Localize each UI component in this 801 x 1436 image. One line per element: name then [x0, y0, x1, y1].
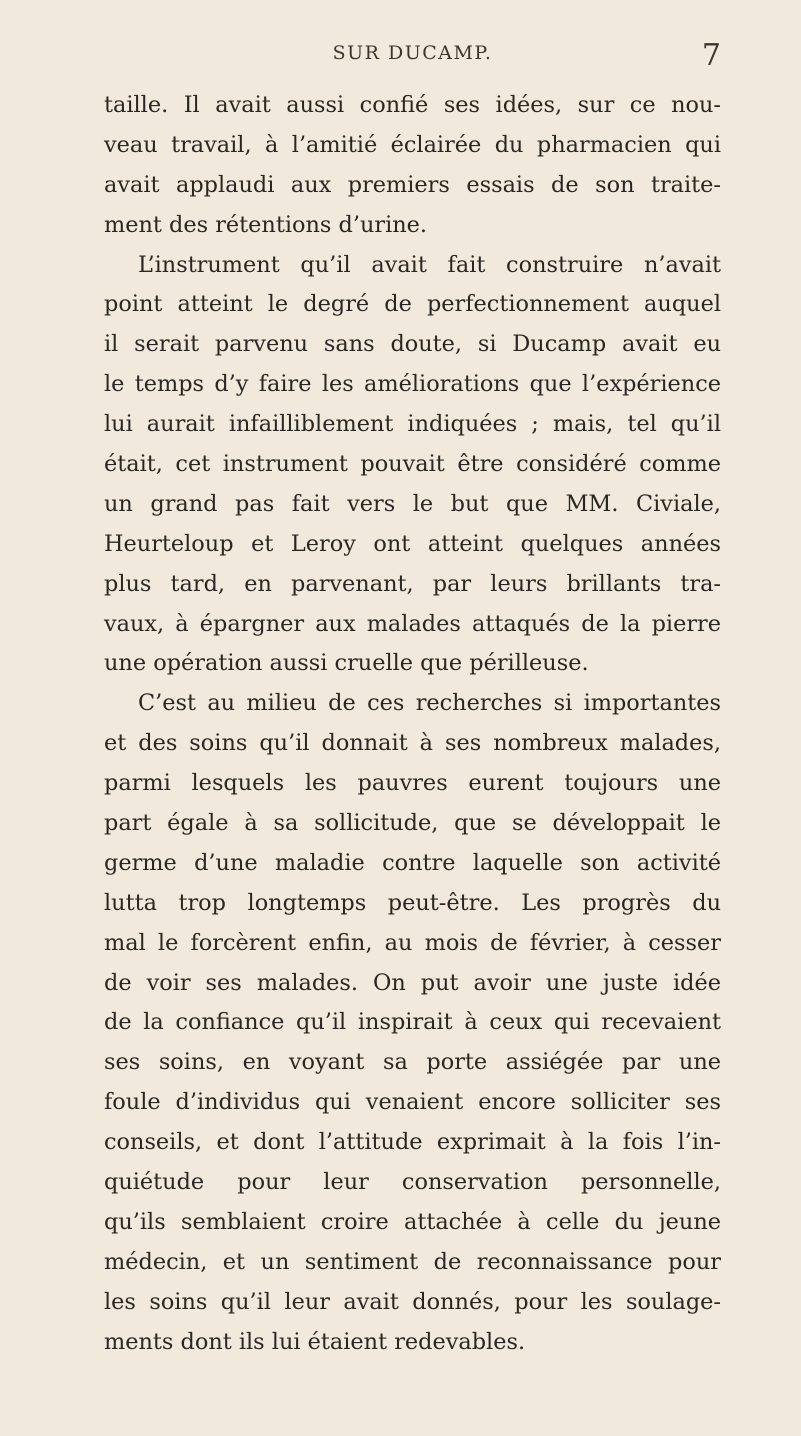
text-line: médecin, et un sentiment de reconnaissance pour	[104, 1248, 721, 1275]
running-head: SUR DUCAMP.	[332, 42, 493, 64]
text-line: ses soins, en voyant sa porte assiégée par une	[104, 1049, 721, 1076]
text-line: conseils, et dont l’attitude exprimait à la fois l’in-	[104, 1129, 721, 1156]
text-line: une opération aussi cruelle que périlleuse.	[104, 650, 589, 677]
page-header	[104, 38, 721, 73]
text-line: de voir ses malades. On put avoir une juste idée	[104, 969, 721, 996]
text-line: germe d’une maladie contre laquelle son activité	[104, 849, 721, 876]
body-text	[104, 86, 721, 1363]
text-line: Heurteloup et Leroy ont atteint quelques années	[104, 530, 721, 557]
text-line: quiétude pour leur conservation personnelle,	[104, 1169, 721, 1196]
text-line: un grand pas fait vers le but que MM. Civiale,	[104, 490, 721, 517]
text-line: vaux, à épargner aux malades attaqués de la pierre	[104, 610, 721, 637]
text-line: veau travail, à l’amitié éclairée du pharmacien qui	[104, 131, 721, 158]
text-line: foule d’individus qui venaient encore solliciter ses	[104, 1089, 721, 1116]
text-line: part égale à sa sollicitude, que se développait le	[104, 810, 721, 837]
text-line: ment des rétentions d’urine.	[104, 211, 428, 238]
text-line: point atteint le degré de perfectionnement auquel	[104, 291, 721, 318]
text-line: était, cet instrument pouvait être considéré comme	[104, 451, 721, 478]
text-line: parmi lesquels les pauvres eurent toujours une	[104, 770, 721, 797]
text-line: taille. Il avait aussi confié ses idées, sur ce nou-	[104, 92, 721, 118]
page-number: 7	[701, 38, 721, 73]
text-line: et des soins qu’il donnait à ses nombreux malades,	[104, 730, 721, 757]
text-line: de la confiance qu’il inspirait à ceux qui recevaient	[104, 1009, 721, 1036]
text-line: qu’ils semblaient croire attachée à celle du jeune	[104, 1208, 721, 1235]
text-line: ments dont ils lui étaient redevables.	[104, 1328, 526, 1355]
text-line: lui aurait infailliblement indiquées ; mais, tel qu’il	[104, 411, 721, 438]
text-line: lutta trop longtemps peut-être. Les progrès du	[104, 889, 721, 916]
text-line: le temps d’y faire les améliorations que l’expérience	[104, 371, 721, 398]
paragraph-start-line: C’est au milieu de ces recherches si importantes	[138, 690, 721, 717]
text-line: avait applaudi aux premiers essais de son traite-	[104, 171, 721, 198]
text-line: plus tard, en parvenant, par leurs brillants tra-	[104, 570, 721, 597]
text-line: mal le forcèrent enfin, au mois de février, à cesser	[104, 929, 721, 956]
paragraph-start-line: L’instrument qu’il avait fait construire n’avait	[138, 251, 721, 278]
text-line: il serait parvenu sans doute, si Ducamp avait eu	[104, 331, 721, 358]
text-line: les soins qu’il leur avait donnés, pour les soulage-	[104, 1288, 721, 1315]
